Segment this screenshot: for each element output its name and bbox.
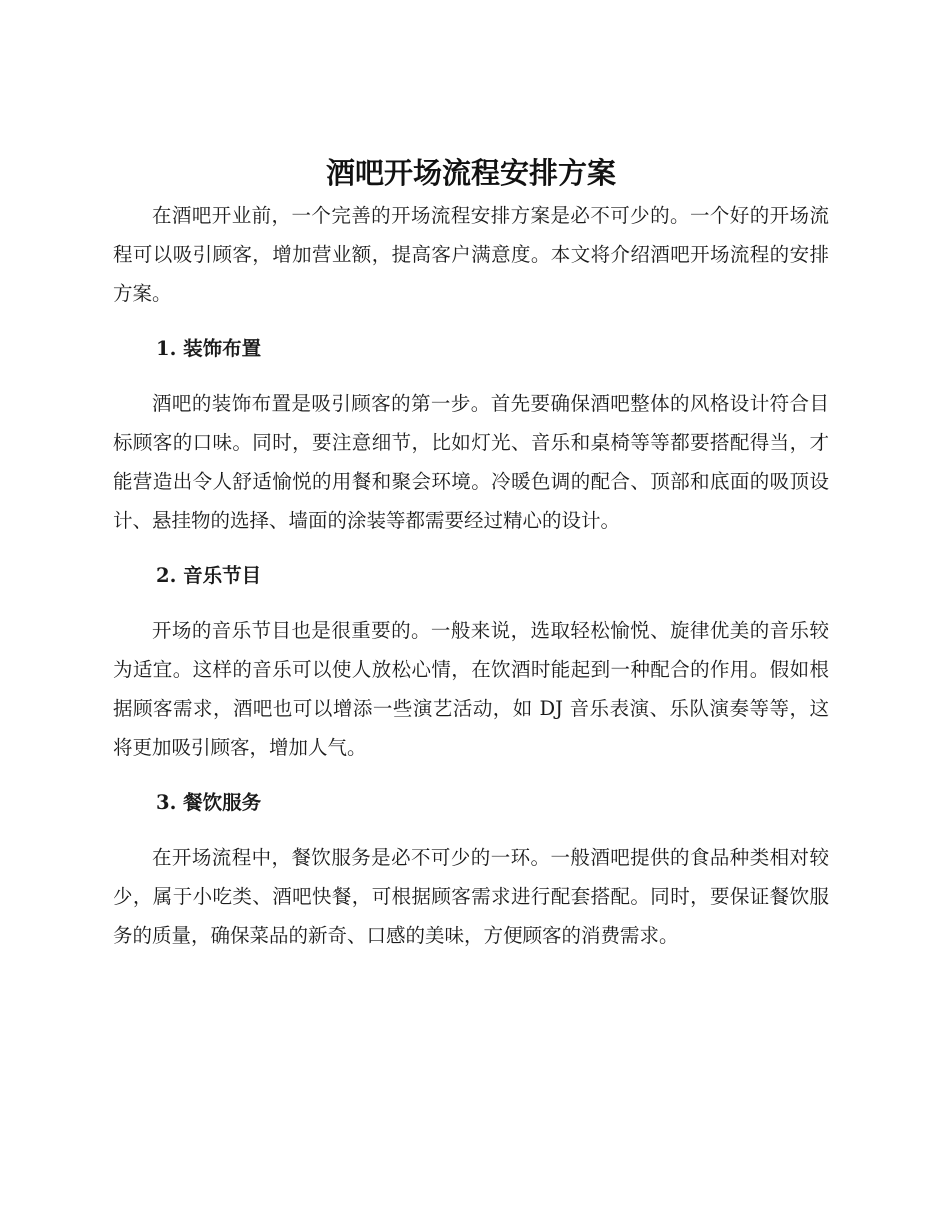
- document-content: [113, 150, 829, 955]
- section-body-music: 开场的音乐节目也是很重要的。一般来说，选取轻松愉悦、旋律优美的音乐较为适宜。这样的音乐可以使人放松心情，在饮酒时能起到一种配合的作用。假如根据顾客需求，酒吧也可以增添一些演艺活动，如 DJ 音乐表演、乐队演奏等等，这将更加吸引顾客，增加人气。: [113, 619, 829, 759]
- section-body-catering: 在开场流程中，餐饮服务是必不可少的一环。一般酒吧提供的食品种类相对较少，属于小吃类、酒吧快餐，可根据顾客需求进行配套搭配。同时，要保证餐饮服务的质量，确保菜品的新奇、口感的美味，方便顾客的消费需求。: [113, 846, 829, 947]
- document-title: 酒吧开场流程安排方案: [325, 156, 616, 190]
- section-heading-music: 2. 音乐节目: [156, 564, 262, 587]
- intro-paragraph: 在酒吧开业前，一个完善的开场流程安排方案是必不可少的。一个好的开场流程可以吸引顾客，增加营业额，提高客户满意度。本文将介绍酒吧开场流程的安排方案。: [113, 204, 829, 305]
- section-body-decoration: 酒吧的装饰布置是吸引顾客的第一步。首先要确保酒吧整体的风格设计符合目标顾客的口味。同时，要注意细节，比如灯光、音乐和桌椅等等都要搭配得当，才能营造出令人舒适愉悦的用餐和聚会环境。冷暖色调的配合、顶部和底面的吸顶设计、悬挂物的选择、墙面的涂装等都需要经过精心的设计。: [113, 392, 829, 532]
- section-heading-catering: 3. 餐饮服务: [156, 791, 262, 814]
- section-heading-decoration: 1. 装饰布置: [156, 337, 262, 360]
